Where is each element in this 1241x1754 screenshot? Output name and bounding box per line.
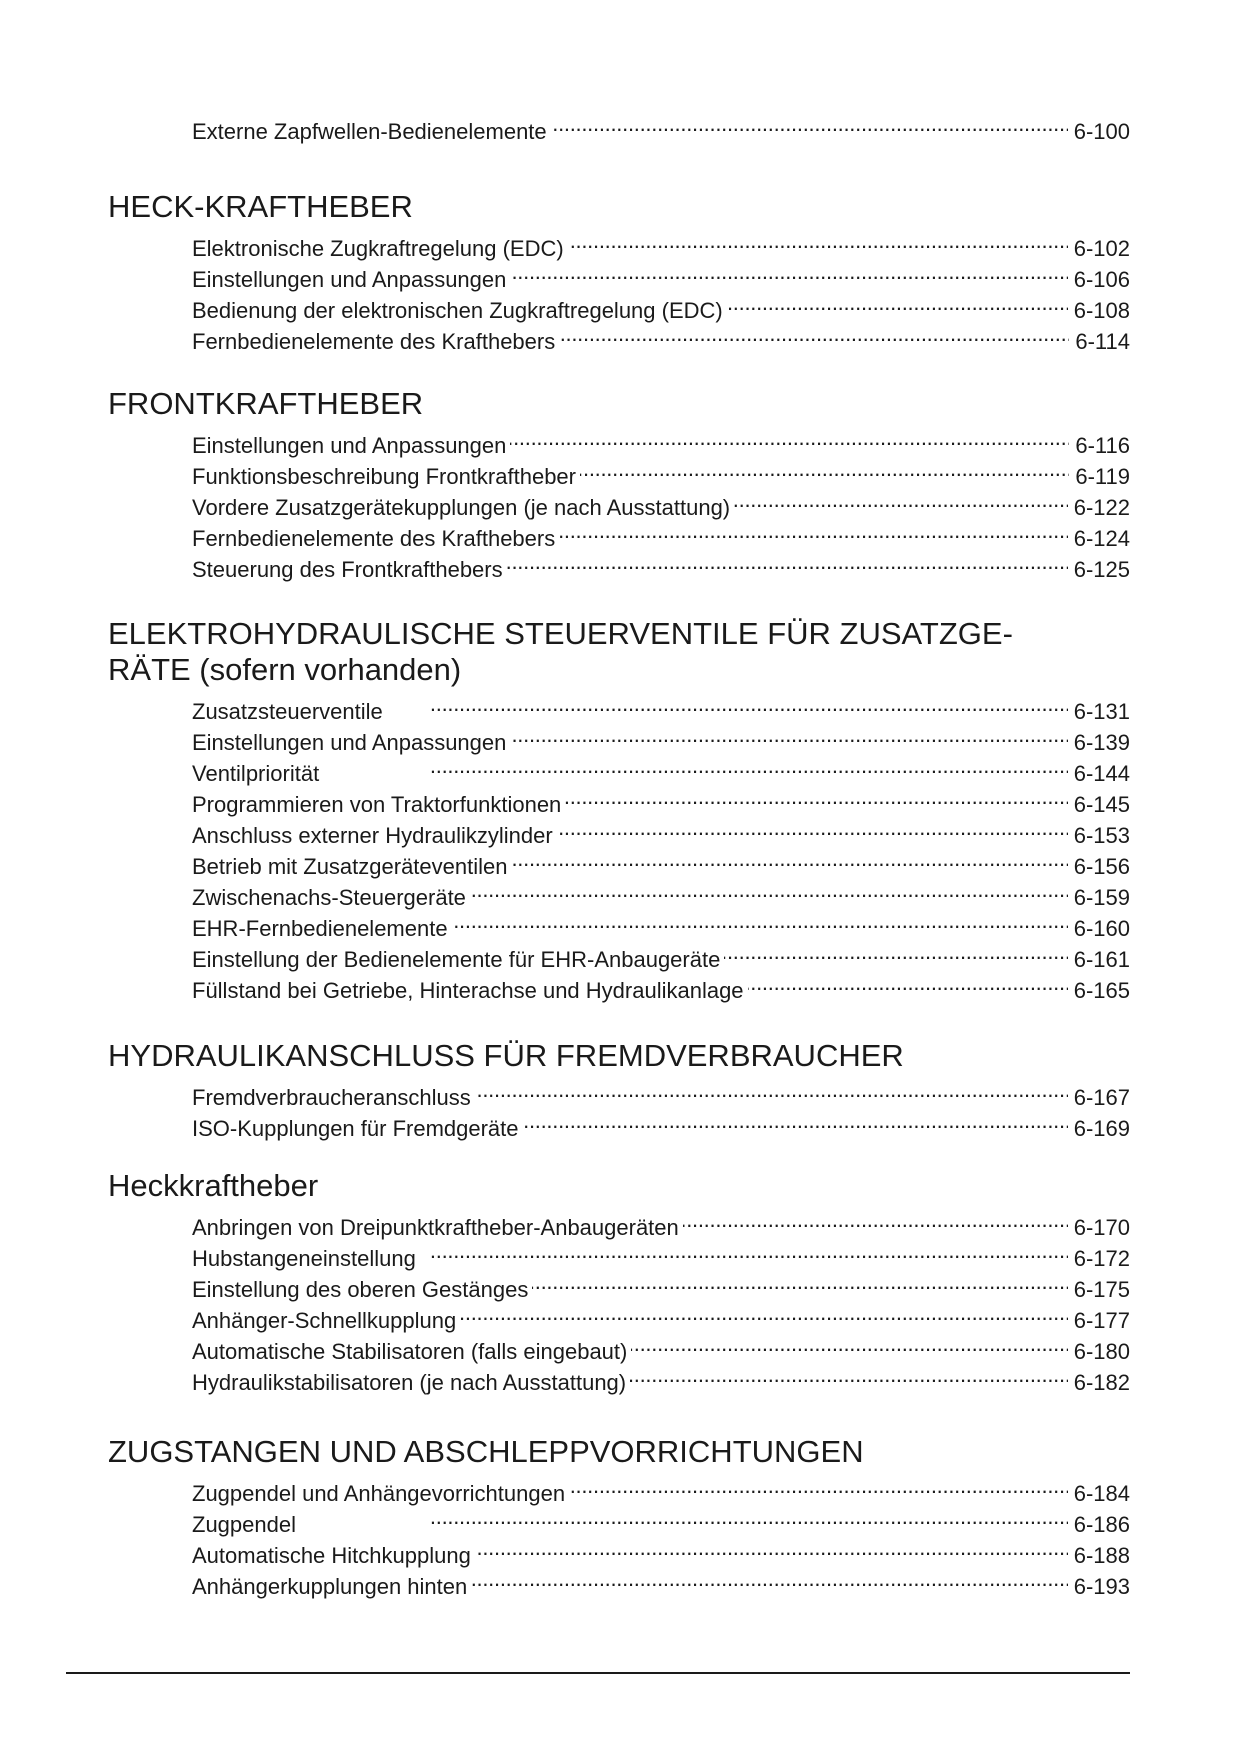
heading-hydraulikanschluss: HYDRAULIKANSCHLUSS FÜR FREMDVERBRAUCHER <box>108 1038 904 1073</box>
toc-entry-page-number: 6-193 <box>1073 1574 1130 1599</box>
toc-entry-page-number: 6-100 <box>1073 119 1130 144</box>
toc-entry-page-number: 6-172 <box>1073 1246 1130 1271</box>
toc-section <box>108 1168 1130 1395</box>
dot-leader <box>510 719 1067 750</box>
dot-leader <box>559 515 1067 546</box>
toc-entry[interactable] <box>192 750 1130 786</box>
dot-leader <box>734 484 1068 515</box>
dot-leader <box>300 1501 1068 1532</box>
dot-leader <box>557 812 1068 843</box>
toc-entry[interactable] <box>192 1074 1130 1110</box>
toc-entry-title: Externe Zapfwellen-Bedienelemente <box>192 119 547 144</box>
dot-leader <box>510 422 1069 453</box>
toc-entry-page-number: 6-175 <box>1073 1277 1130 1302</box>
heading-zugstangen: ZUGSTANGEN UND ABSCHLEPPVORRICHTUNGEN <box>108 1434 864 1469</box>
toc-entry-page-number: 6-144 <box>1073 761 1130 786</box>
toc-entry[interactable] <box>192 781 1130 817</box>
toc-section <box>108 386 1130 582</box>
dot-leader <box>470 874 1068 905</box>
toc-entry-page-number: 6-170 <box>1073 1215 1130 1240</box>
toc-entry-list <box>192 688 1130 1003</box>
toc-entry-title: Fernbedienelemente des Krafthebers <box>192 329 556 354</box>
toc-entry-title: Programmieren von Traktorfunktionen <box>192 792 562 817</box>
toc-entry[interactable] <box>192 1501 1130 1537</box>
toc-entry-page-number: 6-165 <box>1073 978 1130 1003</box>
toc-entry-page-number: 6-106 <box>1073 267 1130 292</box>
toc-entry[interactable] <box>192 1204 1130 1240</box>
dot-leader <box>631 1328 1067 1359</box>
section-heading-continued: RÄTE (sofern vorhanden) <box>108 652 462 687</box>
toc-entry[interactable] <box>192 688 1130 724</box>
toc-entry-page-number: 6-102 <box>1073 236 1130 261</box>
toc-entry-page-number: 6-116 <box>1075 433 1130 458</box>
dot-leader <box>507 546 1068 577</box>
dot-leader <box>630 1359 1068 1390</box>
toc-entry-page-number: 6-177 <box>1073 1308 1130 1333</box>
dot-leader <box>475 1532 1068 1563</box>
toc-entry[interactable] <box>192 108 1130 144</box>
dot-leader <box>523 1105 1068 1136</box>
toc-entry-title: Steuerung des Frontkrafthebers <box>192 557 503 582</box>
toc-entry-page-number: 6-122 <box>1073 495 1130 520</box>
toc-entry[interactable] <box>192 1532 1130 1568</box>
toc-entry-page-number: 6-180 <box>1073 1339 1130 1364</box>
heading-heckkraftheber: Heckkraftheber <box>108 1168 319 1203</box>
toc-entry-page-number: 6-145 <box>1073 792 1130 817</box>
toc-entry-title: Zwischenachs-Steuergeräte <box>192 885 466 910</box>
toc-entry-title: Anhänger-Schnellkupplung <box>192 1308 457 1333</box>
toc-entry-page-number: 6-153 <box>1073 823 1130 848</box>
toc-entry[interactable] <box>192 422 1130 458</box>
toc-entry-title: Automatische Stabilisatoren (falls eingebaut) <box>192 1339 628 1364</box>
footer-divider <box>66 1672 1130 1674</box>
toc-entry-page-number: 6-124 <box>1073 526 1130 551</box>
dot-leader <box>420 1235 1068 1266</box>
dot-leader <box>532 1266 1067 1297</box>
toc-entry-page-number: 6-114 <box>1075 329 1130 354</box>
toc-entry-page-number: 6-186 <box>1073 1512 1130 1537</box>
toc-entry-list <box>192 1074 1130 1141</box>
toc-entry-page-number: 6-182 <box>1073 1370 1130 1395</box>
toc-entry-title: Zusatzsteuerventile <box>192 699 383 724</box>
dot-leader <box>569 1470 1068 1501</box>
dot-leader <box>565 781 1067 812</box>
toc-entry-title: Anhängerkupplungen hinten <box>192 1574 468 1599</box>
dot-leader <box>512 843 1068 874</box>
toc-entry-title: Elektronische Zugkraftregelung (EDC) <box>192 236 564 261</box>
toc-entry-page-number: 6-167 <box>1073 1085 1130 1110</box>
toc-section <box>108 616 1130 1003</box>
toc-entry-title: Betrieb mit Zusatzgeräteventilen <box>192 854 508 879</box>
toc-entry-page-number: 6-156 <box>1073 854 1130 879</box>
toc-entry-title: Fremdverbraucheranschluss <box>192 1085 471 1110</box>
toc-entry-title: Einstellungen und Anpassungen <box>192 267 507 292</box>
toc-entry-page-number: 6-160 <box>1073 916 1130 941</box>
dot-leader <box>748 967 1068 998</box>
heading-elektrohydraulische-steuerventile: ELEKTROHYDRAULISCHE STEUERVENTILE FÜR ZUSATZGE- <box>108 616 1013 651</box>
toc-entry-title: ISO-Kupplungen für Fremdgeräte <box>192 1116 519 1141</box>
toc-entry-page-number: 6-125 <box>1073 557 1130 582</box>
toc-entry-title: Einstellung des oberen Gestänges <box>192 1277 529 1302</box>
toc-entry-title: Anschluss externer Hydraulikzylinder <box>192 823 553 848</box>
toc-entry-page-number: 6-139 <box>1073 730 1130 755</box>
toc-entry-title: Einstellungen und Anpassungen <box>192 730 507 755</box>
toc-section <box>108 108 1130 144</box>
toc-entry[interactable] <box>192 1470 1130 1506</box>
heading-heck-kraftheber: HECK-KRAFTHEBER <box>108 189 413 224</box>
toc-entry-page-number: 6-188 <box>1073 1543 1130 1568</box>
toc-entry-title: Zugpendel <box>192 1512 296 1537</box>
dot-leader <box>724 936 1067 967</box>
toc-entry-title: Füllstand bei Getriebe, Hinterachse und Hydraulikanlage <box>192 978 744 1003</box>
dot-leader <box>460 1297 1068 1328</box>
toc-entry-title: Ventilpriorität <box>192 761 320 786</box>
toc-entry-page-number: 6-131 <box>1073 699 1130 724</box>
dot-leader <box>452 905 1068 936</box>
toc-entry-page-number: 6-184 <box>1073 1481 1130 1506</box>
toc-entry-title: Hydraulikstabilisatoren (je nach Ausstattung) <box>192 1370 627 1395</box>
toc-entry-list <box>192 225 1130 354</box>
toc-entry-list <box>192 1470 1130 1599</box>
dot-leader <box>727 287 1068 318</box>
toc-section <box>108 1038 1130 1141</box>
dot-leader <box>471 1563 1067 1594</box>
toc-entry-page-number: 6-119 <box>1075 464 1130 489</box>
heading-frontkraftheber: FRONTKRAFTHEBER <box>108 386 424 421</box>
toc-entry-title: Anbringen von Dreipunktkraftheber-Anbaugeräten <box>192 1215 679 1240</box>
toc-entry-title: Bedienung der elektronischen Zugkraftregelung (EDC) <box>192 298 723 323</box>
toc-entry-list <box>192 1204 1130 1395</box>
toc-entry-title: Zugpendel und Anhängevorrichtungen <box>192 1481 566 1506</box>
toc-entry[interactable] <box>192 225 1130 261</box>
dot-leader <box>475 1074 1068 1105</box>
toc-entry-title: Einstellung der Bedienelemente für EHR-Anbaugeräte <box>192 947 721 972</box>
toc-entry-title: Einstellungen und Anpassungen <box>192 433 507 458</box>
dot-leader <box>580 453 1069 484</box>
toc-entry-page-number: 6-161 <box>1073 947 1130 972</box>
toc-section <box>108 1434 1130 1599</box>
dot-leader <box>683 1204 1068 1235</box>
toc-entry-page-number: 6-108 <box>1073 298 1130 323</box>
dot-leader <box>387 688 1068 719</box>
toc-entry-list <box>192 108 1130 144</box>
toc-entry-list <box>192 422 1130 582</box>
toc-entry-title: Vordere Zusatzgerätekupplungen (je nach Ausstattung) <box>192 495 731 520</box>
toc-entry-title: Funktionsbeschreibung Frontkraftheber <box>192 464 576 489</box>
toc-entry-page-number: 6-169 <box>1073 1116 1130 1141</box>
toc-entry-page-number: 6-159 <box>1073 885 1130 910</box>
dot-leader <box>559 318 1069 349</box>
toc-section <box>108 189 1130 354</box>
dot-leader <box>551 108 1068 139</box>
toc-entry-title: EHR-Fernbedienelemente <box>192 916 448 941</box>
dot-leader <box>510 256 1067 287</box>
toc-entry-title: Hubstangeneinstellung <box>192 1246 416 1271</box>
toc-entry-title: Automatische Hitchkupplung <box>192 1543 471 1568</box>
dot-leader <box>568 225 1068 256</box>
toc-entry-title: Fernbedienelemente des Krafthebers <box>192 526 556 551</box>
dot-leader <box>323 750 1068 781</box>
